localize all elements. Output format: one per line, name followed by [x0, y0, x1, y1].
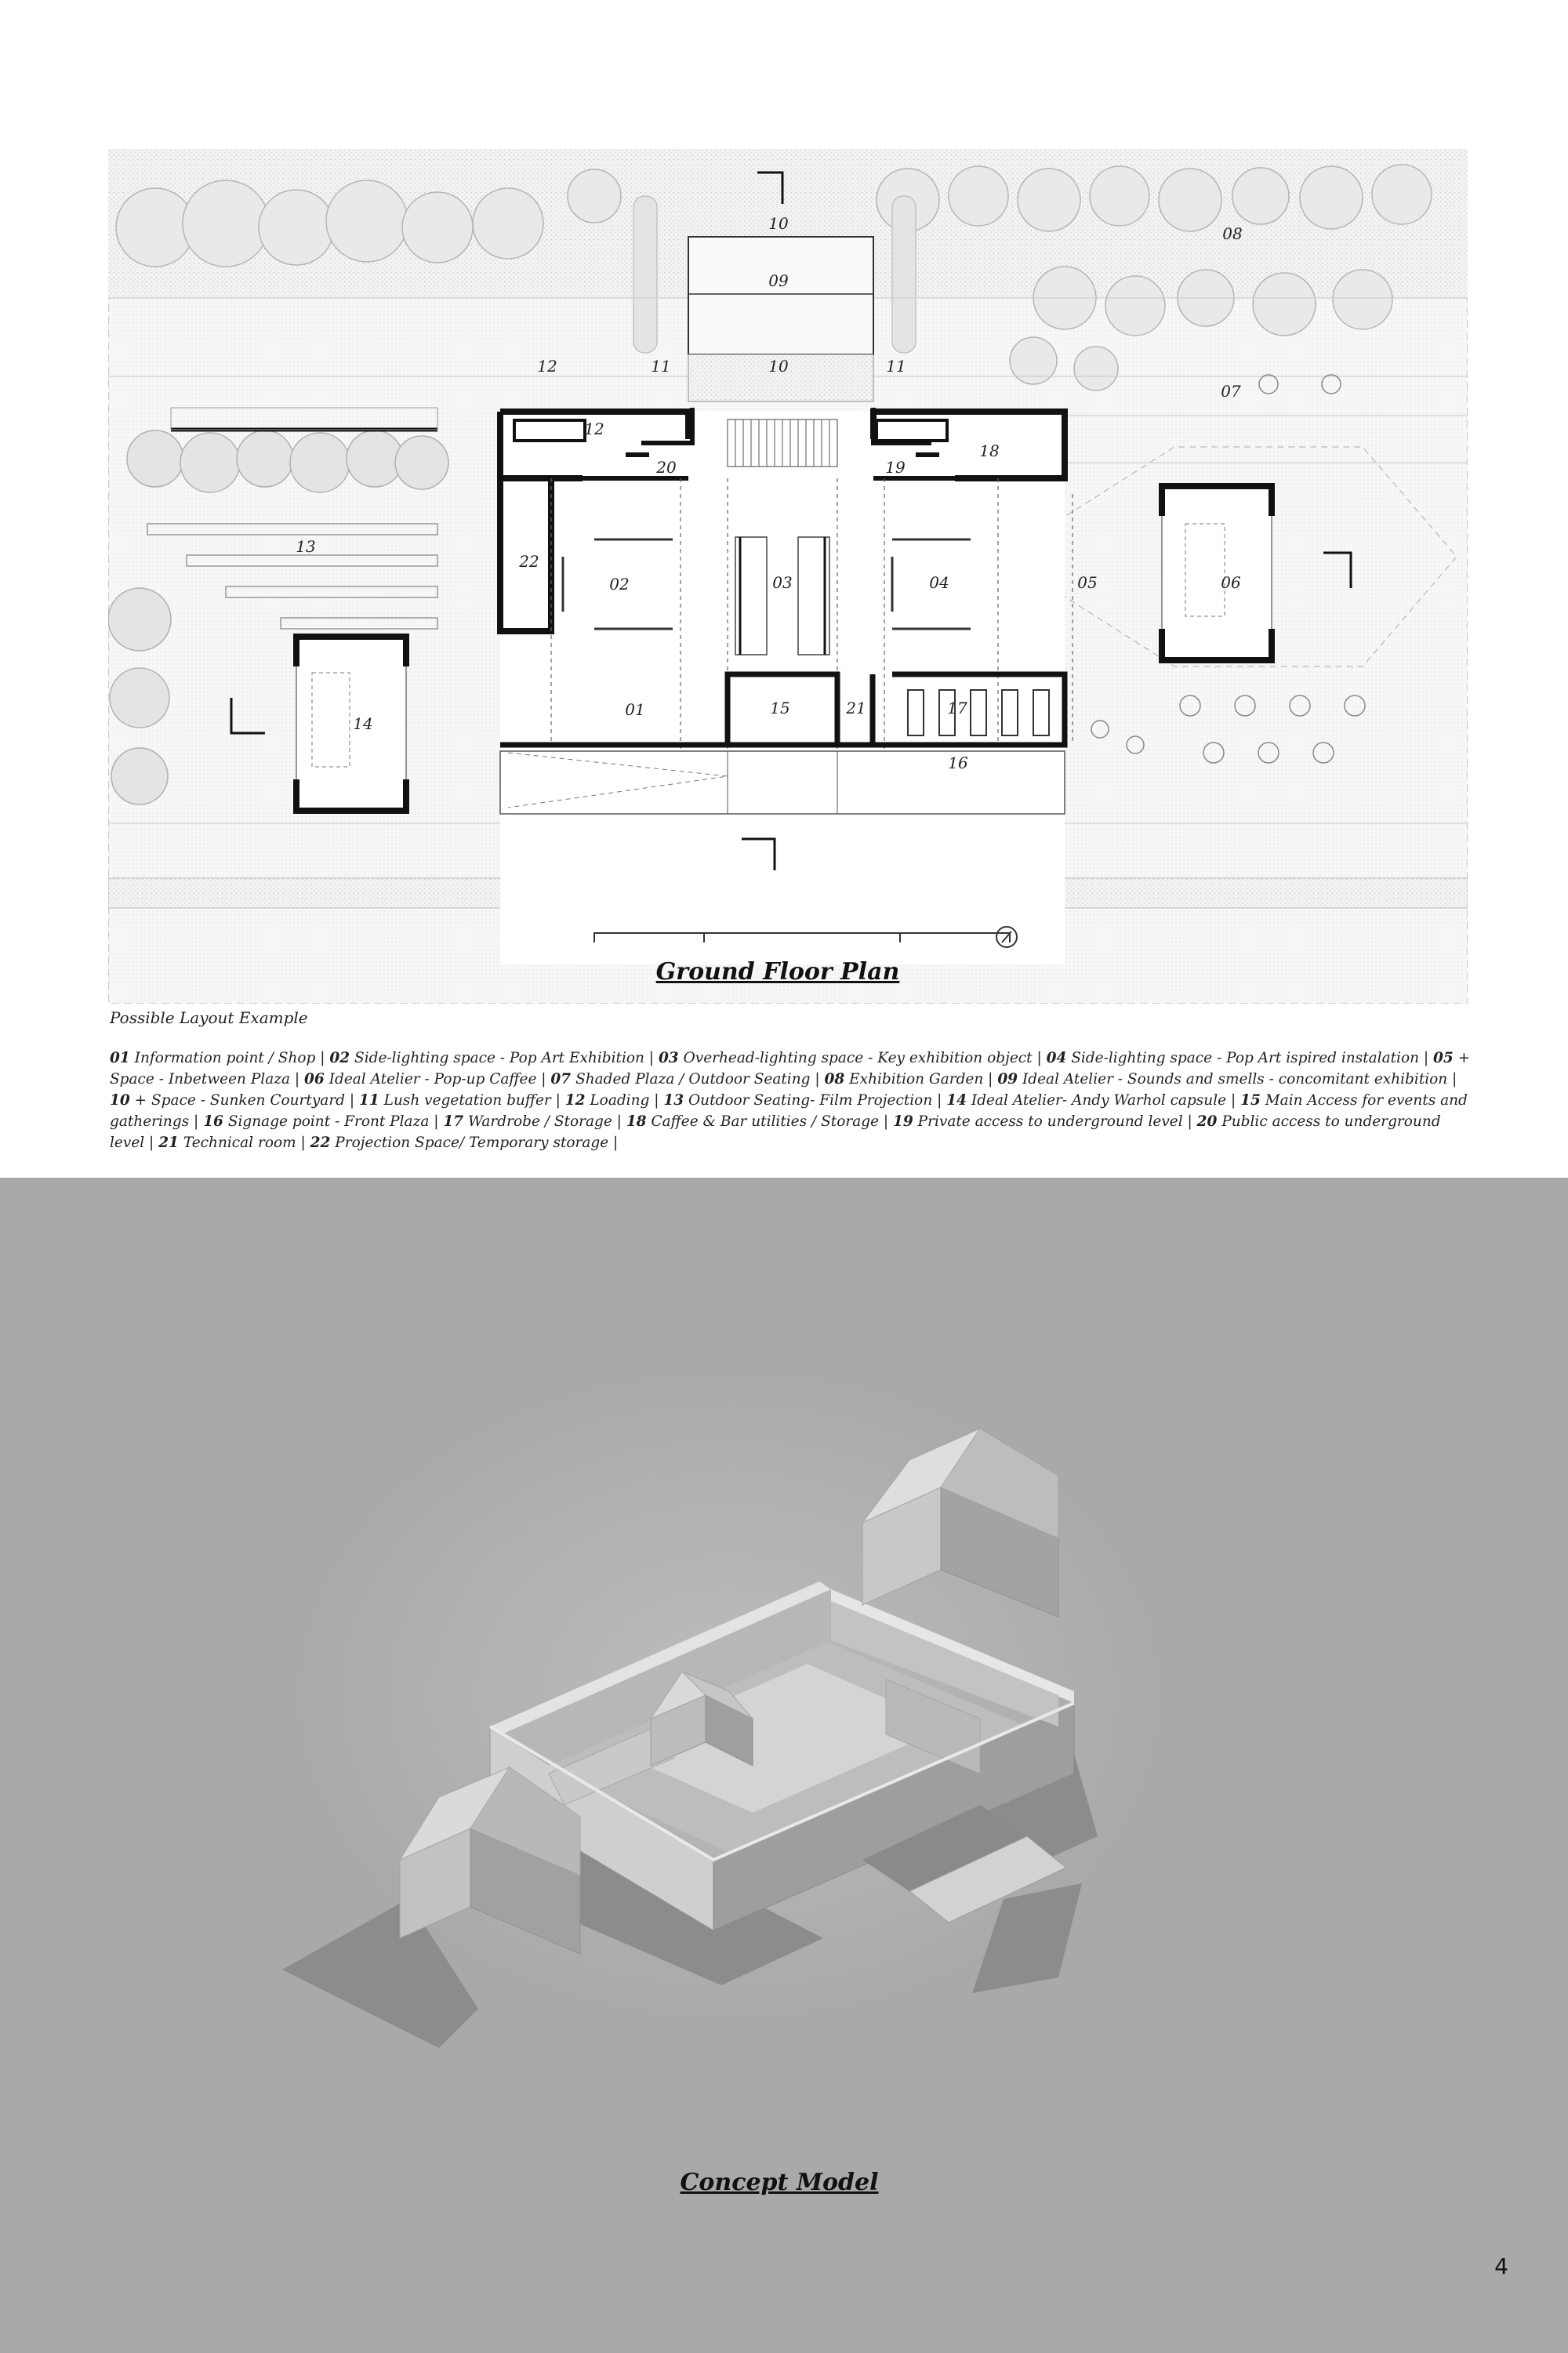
concept-model-panel: [0, 1178, 1568, 2353]
legend-item: 15 Main Access for events and gatherings |: [110, 1092, 1468, 1130]
room-label-15: 15: [770, 699, 790, 717]
legend-item: 22 Projection Space/ Temporary storage |: [310, 1135, 619, 1151]
room-label-13: 13: [296, 537, 316, 556]
plan-legend: [110, 1048, 1475, 1153]
room-label-11-left: 11: [651, 357, 671, 376]
legend-item: 07 Shaded Plaza / Outdoor Seating |: [550, 1071, 820, 1088]
layout-caption: Possible Layout Example: [110, 1008, 308, 1027]
room-label-10-bottom: 10: [768, 357, 789, 376]
room-label-12-outer: 12: [537, 357, 557, 376]
ground-floor-plan-drawing: [108, 149, 1468, 1004]
room-label-03: 03: [772, 573, 793, 592]
room-label-09: 09: [768, 271, 789, 290]
sunken-courtyard-box: [688, 237, 873, 354]
room-label-04: 04: [929, 573, 949, 592]
plan-title: Ground Floor Plan: [655, 958, 900, 986]
room-label-02: 02: [609, 575, 630, 594]
room-label-20: 20: [656, 458, 677, 477]
legend-item: 02 Side-lighting space - Pop Art Exhibition |: [329, 1050, 655, 1066]
room-label-10-top: 10: [768, 214, 789, 233]
room-label-14: 14: [353, 714, 373, 733]
hedge-right: [892, 196, 916, 353]
room-label-19: 19: [885, 458, 906, 477]
legend-item: 08 Exhibition Garden |: [824, 1071, 993, 1088]
legend-item: 06 Ideal Atelier - Pop-up Caffee |: [304, 1071, 546, 1088]
legend-item: 18 Caffee & Bar utilities / Storage |: [626, 1113, 889, 1130]
legend-item: 17 Wardrobe / Storage |: [443, 1113, 622, 1130]
legend-item: 09 Ideal Atelier - Sounds and smells - concomitant exhibition |: [997, 1071, 1457, 1088]
legend-item: 10 + Space - Sunken Courtyard |: [110, 1092, 355, 1109]
room-label-18: 18: [979, 441, 1000, 460]
room-label-22: 22: [519, 552, 539, 571]
legend-item: 04 Side-lighting space - Pop Art ispired instalation |: [1046, 1050, 1429, 1066]
legend-item: 14 Ideal Atelier- Andy Warhol capsule |: [946, 1092, 1236, 1109]
page-number: 4: [1494, 2253, 1508, 2279]
room-label-07: 07: [1221, 382, 1241, 401]
room-label-05: 05: [1077, 573, 1098, 592]
model-title: Concept Model: [680, 2169, 879, 2196]
room-label-21: 21: [846, 699, 866, 717]
room-label-08: 08: [1222, 224, 1243, 243]
room-label-17: 17: [947, 699, 967, 717]
legend-item: 12 Loading |: [564, 1092, 659, 1109]
room-label-06: 06: [1221, 573, 1241, 592]
legend-item: 11 Lush vegetation buffer |: [359, 1092, 561, 1109]
room-label-01: 01: [625, 700, 645, 719]
room-label-11-right: 11: [886, 357, 906, 376]
legend-item: 20 Public access to underground level |: [110, 1113, 1441, 1151]
legend-item: 16 Signage point - Front Plaza |: [203, 1113, 439, 1130]
legend-item: 03 Overhead-lighting space - Key exhibition object |: [658, 1050, 1042, 1066]
legend-item: 19 Private access to underground level |: [893, 1113, 1192, 1130]
room-label-12-inner: 12: [584, 419, 604, 438]
main-building: [500, 408, 1073, 964]
legend-item: 05 + Space - Inbetween Plaza |: [110, 1050, 1471, 1088]
hedge-left: [633, 196, 657, 353]
room-label-16: 16: [948, 753, 968, 772]
legend-item: 01 Information point / Shop |: [110, 1050, 325, 1066]
legend-item: 13 Outdoor Seating- Film Projection |: [663, 1092, 942, 1109]
legend-item: 21 Technical room |: [158, 1135, 306, 1151]
